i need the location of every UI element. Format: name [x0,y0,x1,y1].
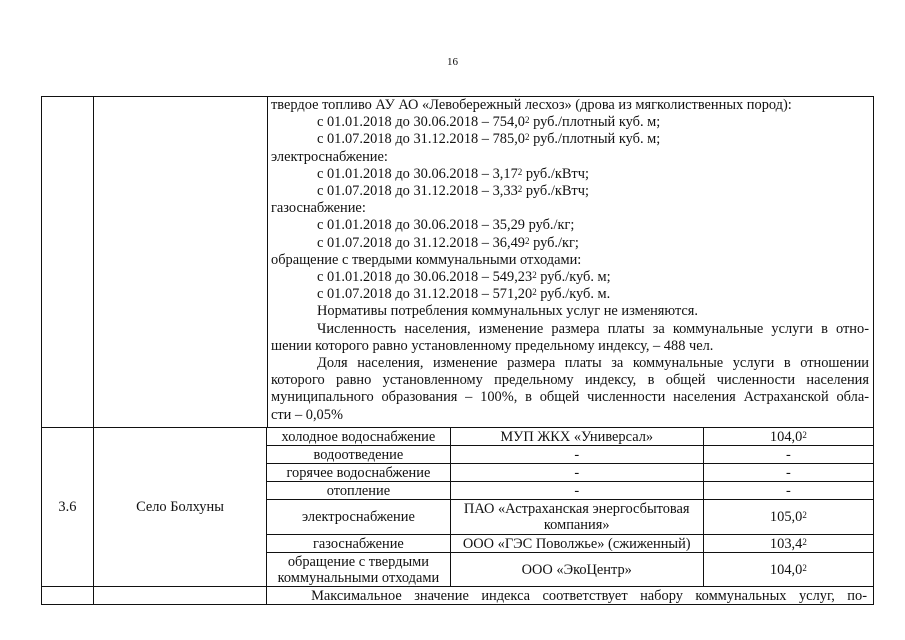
service-name: отопление [267,482,451,500]
service-name: газоснабжение [267,535,451,553]
index-value [703,500,873,535]
line-text: с 01.01.2018 до 30.06.2018 – 754,0 [317,114,525,131]
description-line [317,131,660,148]
line-text: с 01.07.2018 до 31.12.2018 – 785,0 [317,131,525,148]
index-number: 104,0 [769,428,803,445]
description-line [317,166,589,183]
description-line [271,407,343,424]
line-text: с 01.07.2018 до 31.12.2018 – 3,33 [317,183,518,199]
description-line [317,321,869,338]
line-text: с 01.07.2018 до 31.12.2018 – 36,49 [317,234,525,251]
footnote-mark: 2 [802,429,807,440]
service-name: холодное водоснабжение [267,428,451,446]
description-line [317,183,589,200]
description-line [317,355,869,372]
settlement-column-cell [94,97,268,427]
index-number: - [785,482,791,499]
line-text: с 01.01.2018 до 30.06.2018 – 35,29 руб./кг; [317,217,575,234]
line-text: электроснабжение: [271,148,388,165]
line-unit: руб./куб. м. [536,286,611,303]
footnote-mark: 2 [802,536,807,547]
note-text: Максимальное значение индекса соответствует набору коммунальных услуг, по- [267,587,874,605]
footnote-mark: 2 [532,270,537,280]
line-unit: руб./плотный куб. м; [529,114,661,131]
line-text: Нормативы потребления коммунальных услуг не изменяются. [317,303,699,320]
provider-name: - [450,464,703,482]
line-text: шении которого равно установленному предельному индексу, – 488 чел. [271,337,714,354]
description-line [317,303,698,320]
description-line [271,252,581,269]
index-value [703,428,873,446]
footnote-mark: 2 [524,115,530,126]
services-table [41,427,874,605]
description-line [271,338,713,355]
service-name: горячее водоснабжение [267,464,451,482]
service-name: водоотведение [267,446,451,464]
table-row [42,428,874,446]
description-line [271,389,869,406]
line-unit: руб./кВтч; [522,165,589,182]
index-value [703,482,873,500]
description-line [317,217,574,234]
upper-table-block [41,96,874,428]
line-text: сти – 0,05% [271,406,343,423]
section-number: 3.6 [42,428,94,587]
empty-cell [93,587,266,605]
settlement-name: Село Болхуны [93,428,266,587]
index-number: - [785,464,791,481]
provider-name: - [450,482,703,500]
description-line [317,269,611,286]
line-text: с 01.07.2018 до 31.12.2018 – 571,20 [317,286,533,303]
line-text: Численность населения, изменение размера платы за коммунальные услуги в отно- [317,320,869,337]
provider-name: ПАО «Астраханская энергосбытовая компания» [450,500,703,535]
line-unit: руб./плотный куб. м; [529,131,661,148]
line-text: обращение с твердыми коммунальными отходами: [271,251,582,268]
empty-cell [42,587,94,605]
index-value [703,464,873,482]
index-value [703,553,873,587]
line-text: с 01.01.2018 до 30.06.2018 – 549,23 [317,269,533,285]
provider-name: - [450,446,703,464]
index-number: 105,0 [769,509,803,525]
footnote-mark: 2 [517,166,523,177]
footnote-mark: 2 [517,184,523,194]
line-unit: руб./куб. м; [536,269,611,285]
index-value [703,535,873,553]
line-text: твердое топливо АУ АО «Левобережный лесхоз» (дрова из мягколиственных пород): [271,97,792,113]
service-name: электроснабжение [267,500,451,535]
footnote-mark: 2 [532,287,537,298]
line-text: с 01.01.2018 до 30.06.2018 – 3,17 [317,165,518,182]
index-number: - [785,446,791,463]
index-value [703,446,873,464]
description-line [271,200,366,217]
footnote-mark: 2 [802,510,807,520]
footnote-mark: 2 [524,235,530,246]
description-line [271,97,792,114]
description-line [271,149,388,166]
index-number: 104,0 [769,561,803,578]
footnote-mark: 2 [524,132,530,143]
number-column-cell [42,97,94,427]
description-cell [268,97,873,427]
footnote-mark: 2 [802,562,807,573]
note-row [42,587,874,605]
page-number: 16 [447,56,458,68]
line-text: газоснабжение: [271,200,366,217]
line-text: которого равно установленному предельному индексу, в общей численности населения [271,372,869,389]
description-line [317,235,579,252]
line-unit: руб./кВтч; [522,183,589,199]
line-unit: руб./кг; [529,234,579,251]
description-line [317,286,610,303]
index-number: 103,4 [769,535,803,552]
description-line [271,372,869,389]
line-text: Доля населения, изменение размера платы за коммунальные услуги в отношении [317,355,869,371]
provider-name: ООО «ГЭС Поволжье» (сжиженный) [450,535,703,553]
provider-name: ООО «ЭкоЦентр» [450,553,703,587]
description-line [317,114,660,131]
service-name: обращение с твердыми коммунальными отходами [267,553,451,587]
provider-name: МУП ЖКХ «Универсал» [450,428,703,446]
line-text: муниципального образования – 100%, в общей численности населения Астраханской обла- [271,389,869,406]
